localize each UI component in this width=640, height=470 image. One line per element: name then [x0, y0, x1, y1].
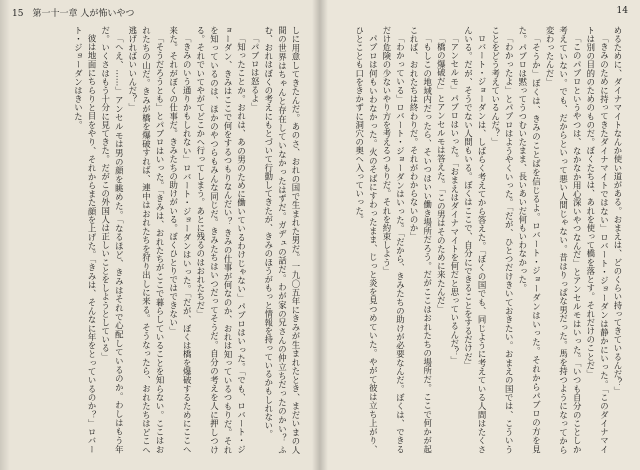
paragraph: 「そうだろうとも」とパブロはいった。「きみは、おれたちがここで暮らしていることを知らない。ここはおれたちの山だ。きみが橋を爆破すれば、連中はおれたちを狩り出しに来る。そうなったら、おれたちはどこへ逃げればいいんだ？」 [127, 26, 166, 454]
right-page [320, 0, 640, 470]
paragraph: 「パブロは怒るよ」 [250, 34, 261, 112]
paragraph: しに用意してきたんだ。あのさ、おれの国で生まれた男だ。一九〇五年にきみが生まれたとき、まだいまの人間の世界はちゃんと存在していなかったはずだ。ガデュの話だ。わが家の兄さんの仲立ちだったのかい？ ふむ、おれはぼくの考えにもとづいて行動してきたが、きみのほうがもっと情報を持っているかもしれない。 [263, 26, 301, 454]
paragraph: 彼は地面にちらりと目をやり、それからまた顔を上げた。「きみは、そんなに年をとっているのか？」ロバート・ジョーダンはきいた。 [73, 26, 98, 454]
paragraph: 「もしこの地域内だったら、そいつはいい働き場所だろう。だがここはおれたちの場所だ。ここで何かが起これば、おれたちは終わりだ。それがわからないのか」 [409, 26, 433, 454]
left-page-body [22, 26, 302, 454]
left-vertical-text [22, 26, 302, 454]
paragraph: 「わかっている」ロバート・ジョーダンはいった。「だから、きみたちの助けが必要なんだ。ぼくは、できるだけ危険の少ないやり方を考えるつもりだ。それを約束しよう」 [381, 26, 406, 454]
paragraph: 「そうか」ぼくは、きみのことばを信じるよ。ロバート・ジョーダンはいった。それからパブロの方を見た。パブロは黙ってうつむいたまま、長いあいだ何もいわなかった。 [517, 26, 542, 454]
paragraph: 「このパブロというやつは、なかなか用心深いやつなんだ」とアンセルモはいった。「いつも自分のことしか考えていない。でも、だからといって悪い人間じゃない。昔はりっぱな男だった。馬を持つようになってから変わったんだ」 [545, 26, 583, 454]
paragraph: 「きみのために持ってきたダイナマイトではない」ロバート・ジョーダンは静かにいった。「このダイナマイトは別の目的のためのものだ。ぼくたちは、あれを使って橋を落とす。それだけのことだ」 [585, 26, 610, 454]
page-number: 14 [616, 6, 628, 16]
paragraph: 「橋の爆破だ」とアンセルモは答えた。「この男はそのために来たんだ」 [436, 34, 447, 314]
paragraph: 「アンセルモ」パブロはいった。「おまえはダイナマイトを何だと思っているんだ？」 [449, 34, 460, 366]
right-page-body [334, 26, 624, 454]
running-head: 15 第一十一章 人が怖いやつ [12, 9, 135, 19]
book-gutter [312, 0, 328, 470]
paragraph: 「へえ、……」アンセルモは男の顔を眺めた。「なるほど、きみはそれで心配しているのか。わしはもう年だ。いくさはもう十分に見てきた。だがこの外国人は正しいことをしようとしている」 [100, 26, 125, 454]
paragraph: 「知ったことか。おれは、あの男のために働いているわけじゃない」パブロはいった。「でも、ロバート・ジョーダン、きみはここで何をするつもりなんだい？ きみの仕事が何なのか、おれは知っているつもりだ。それを知っているのは、ほかのやつらもみんな同じだ。きみたちはいつだってそうだ。自分の考えを人に押しつける。それでいてやがてどこかへ行ってしまう。あとに残るのはおれたちだ」 [195, 26, 247, 454]
paragraph: パブロは何もいわなかった。火のそばにすわったまま、じっと炎を見つめていた。やがて彼は立ち上がり、ひとことも口をきかずに洞穴の奥へ入っていった。 [354, 26, 379, 454]
paragraph: めるために、ダイナマイトなんか使い道がある。おまえは、どのくらい持ってきているんだ？」 [613, 26, 623, 396]
paragraph: 「きみのいう通りかもしれない」ロバート・ジョーダンはいった。「だが、ぼくは橋を爆破するためにここへ来た。それがぼくの仕事だ。きみたちの助けがいる。ぼくひとりではできない」 [168, 26, 193, 454]
right-vertical-text [334, 26, 624, 454]
paragraph: ロバート・ジョーダンは、しばらく考えてから答えた。「ぼくの国でも、同じように考えている人間はたくさんいる。だが、そうでない人間もいる。ぼくはここで、自分にできることをするだけだ」 [463, 26, 488, 454]
paragraph: 「わかったよ」とパブロはようやくいった。「だが、ひとつだけきいておきたい。おまえの国では、こういうことをどう考えているんだ？」 [490, 26, 515, 454]
page-edge-shadow [0, 0, 10, 470]
